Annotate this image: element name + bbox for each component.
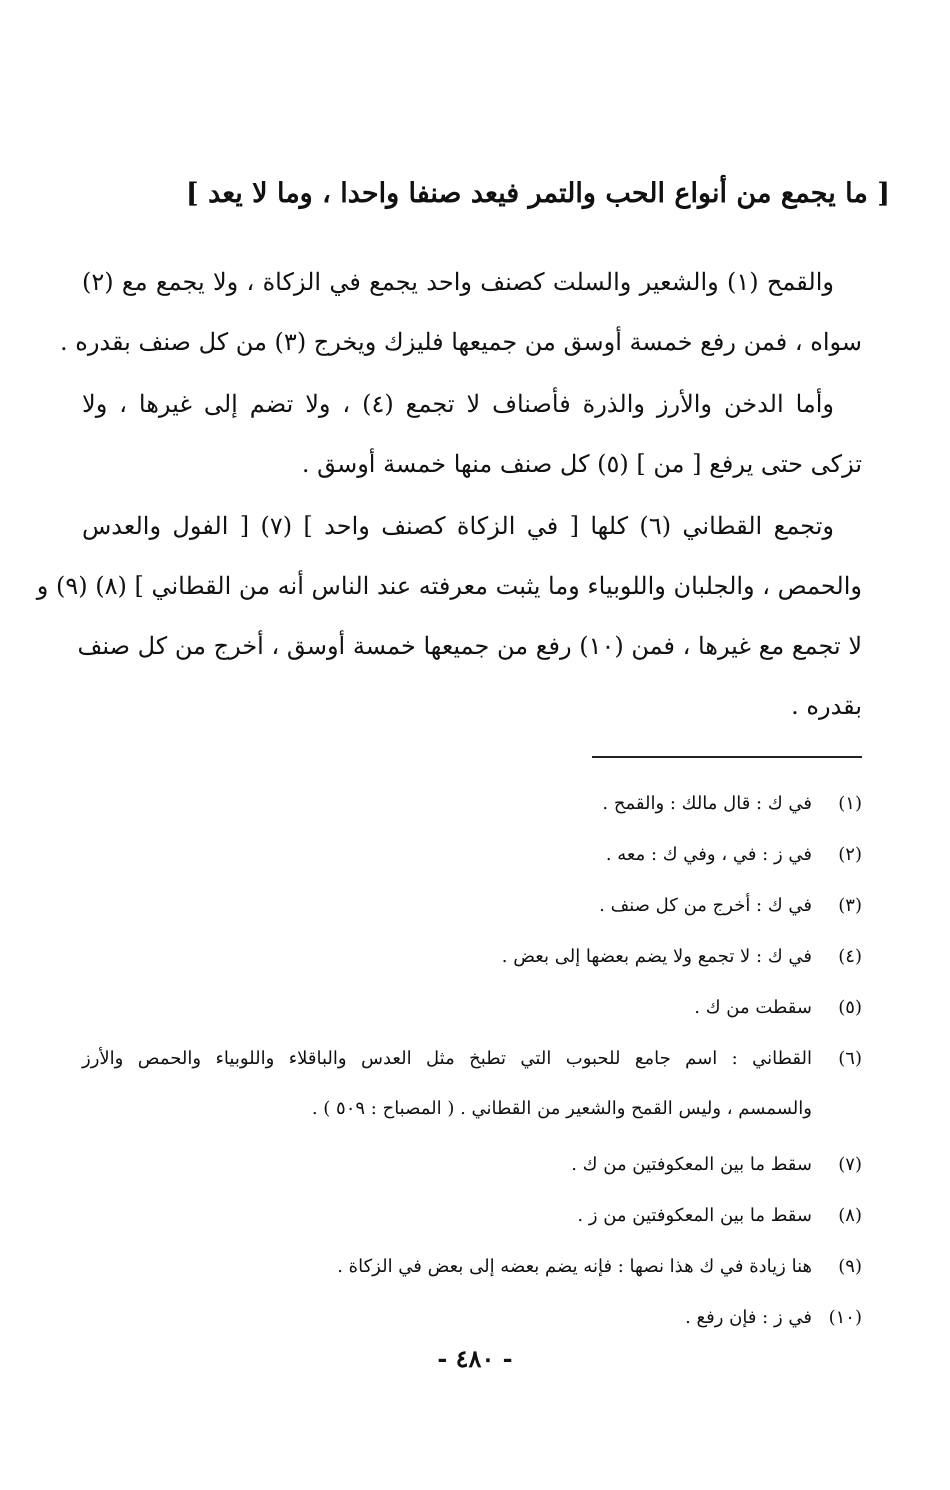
footnote-text: سقط ما بين المعكوفتين من ك . bbox=[571, 1154, 812, 1175]
footnote-text: القطاني : اسم جامع للحبوب التي تطبخ مثل العدس والباقلاء واللوبياء والحمص والأرز bbox=[82, 1048, 812, 1069]
footnote-text: سقط ما بين المعكوفتين من ز . bbox=[577, 1205, 812, 1226]
paragraph-line: لا تجمع مع غيرها ، فمن (١٠) رفع من جميعها خمسة أوسق ، أخرج من كل صنف bbox=[77, 632, 862, 660]
footnote bbox=[82, 992, 862, 1043]
footnote-number: (١) bbox=[838, 793, 862, 814]
footnote-text: في ك : أخرج من كل صنف . bbox=[599, 895, 812, 916]
footnote-text: في ك : قال مالك : والقمح . bbox=[602, 793, 812, 814]
footnote bbox=[82, 839, 862, 890]
footnote-number: (٢) bbox=[838, 844, 862, 865]
footnote bbox=[82, 1251, 862, 1302]
paragraph-3 bbox=[36, 496, 862, 736]
footnote-text: في ز : فإن رفع . bbox=[685, 1307, 812, 1328]
footnote bbox=[82, 890, 862, 941]
paragraph-line: والقمح (١) والشعير والسلت كصنف واحد يجمع في الزكاة ، ولا يجمع مع (٢) bbox=[82, 268, 834, 296]
footnote-number: (٩) bbox=[838, 1256, 862, 1277]
footnote-text-block bbox=[82, 1043, 812, 1149]
footnote-separator bbox=[592, 756, 862, 758]
footnote-number: (١٠) bbox=[828, 1307, 862, 1328]
footnote-number: (٧) bbox=[838, 1154, 862, 1175]
footnote-number: (٥) bbox=[838, 997, 862, 1018]
footnote-text-continued: والسمسم ، وليس القمح والشعير من القطاني . ( المصباح : ٥٠٩ ) . bbox=[311, 1098, 812, 1119]
footnote-text: في ك : لا تجمع ولا يضم بعضها إلى بعض . bbox=[501, 946, 812, 967]
page-number: - ٤٨٠ - bbox=[437, 1344, 513, 1373]
paragraph-line: وأما الدخن والأرز والذرة فأصناف لا تجمع (٤) ، ولا تضم إلى غيرها ، ولا bbox=[82, 390, 835, 418]
section-heading: [ ما يجمع من أنواع الحب والتمر فيعد صنفا واحدا ، وما لا يعد ] bbox=[185, 178, 890, 209]
footnote-number: (٦) bbox=[838, 1048, 862, 1069]
footnote bbox=[82, 1149, 862, 1200]
footnote-text: في ز : في ، وفي ك : معه . bbox=[605, 844, 812, 865]
footnote-text: سقطت من ك . bbox=[694, 997, 812, 1018]
paragraph-line: والحمص ، والجلبان واللوبياء وما يثبت معرفته عند الناس أنه من القطاني ] (٨) (٩) و bbox=[36, 572, 862, 600]
footnote-number: (٤) bbox=[838, 946, 862, 967]
footnote-number: (٨) bbox=[838, 1205, 862, 1226]
paragraph-line: وتجمع القطاني (٦) كلها [ في الزكاة كصنف واحد ] (٧) [ الفول والعدس bbox=[82, 512, 834, 540]
footnote bbox=[82, 1043, 862, 1149]
paragraph-line: تزكى حتى يرفع [ من ] (٥) كل صنف منها خمسة أوسق . bbox=[301, 450, 862, 478]
footnotes-list bbox=[82, 788, 862, 1353]
paragraph-line: سواه ، فمن رفع خمسة أوسق من جميعها فليزك ويخرج (٣) من كل صنف بقدره . bbox=[60, 328, 862, 356]
footnote-number: (٣) bbox=[838, 895, 862, 916]
footnote bbox=[82, 788, 862, 839]
footnote bbox=[82, 941, 862, 992]
paragraph-line: بقدره . bbox=[791, 692, 862, 720]
paragraph-2 bbox=[82, 374, 862, 494]
paragraph-1 bbox=[60, 252, 862, 372]
footnote bbox=[82, 1200, 862, 1251]
footnote-text: هنا زيادة في ك هذا نصها : فإنه يضم بعضه إلى بعض في الزكاة . bbox=[337, 1256, 812, 1277]
